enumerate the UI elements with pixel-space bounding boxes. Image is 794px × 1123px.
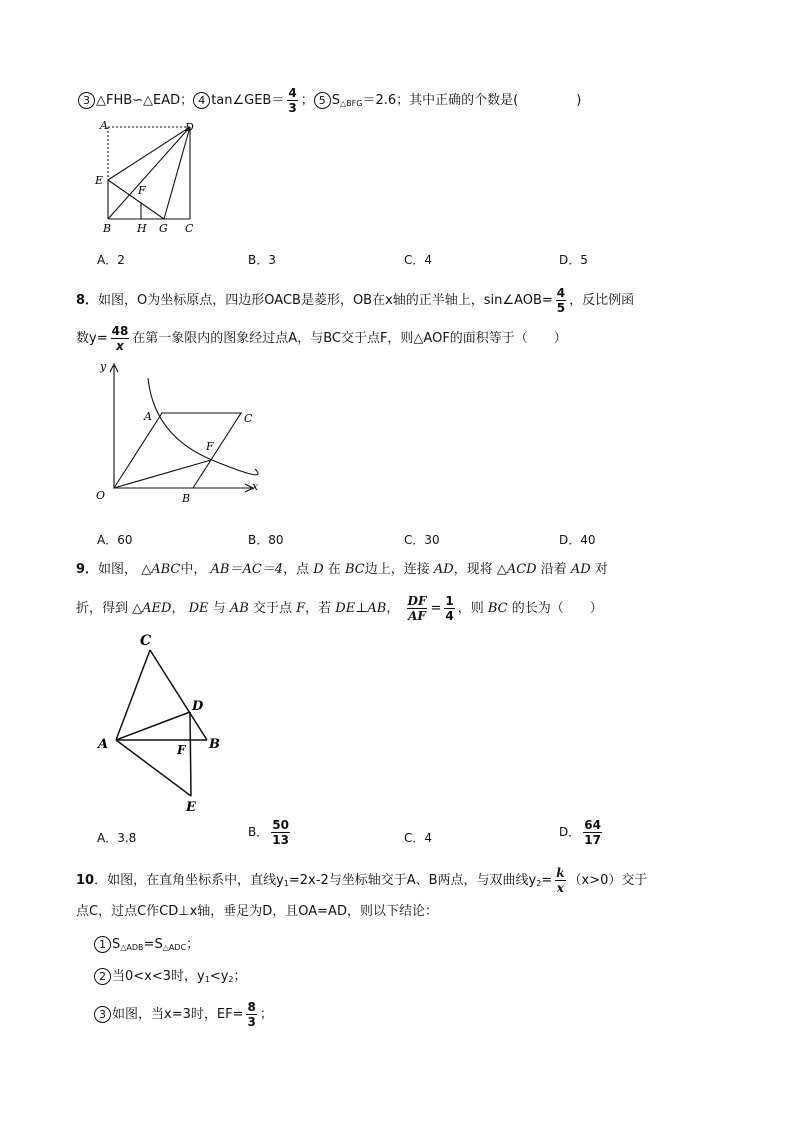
circled-number-4: 4: [193, 92, 210, 109]
q7-square-figure: [86, 118, 216, 238]
fig-label-B: B: [209, 737, 220, 752]
fig-label-y: y: [100, 360, 107, 373]
fig-label-A: A: [98, 737, 109, 752]
q7-statement-3: △FHB∽△EAD；: [96, 93, 194, 108]
q10-ef-fraction: $\frac{8}{3}$: [247, 1000, 256, 1029]
fig-label-C: C: [244, 412, 253, 425]
fig-label-D: D: [192, 699, 204, 714]
circled-number-5: 5: [314, 92, 331, 109]
q7-tan-fraction: $\frac{4}{3}$: [288, 86, 297, 115]
fig-label-x: x: [252, 480, 259, 493]
q9-option-d-fraction: $\frac{64}{17}$: [584, 818, 601, 847]
q9-one-quarter-fraction: $\frac{1}{4}$: [445, 594, 454, 623]
q8-option-b[interactable]: B．80: [248, 533, 284, 547]
fig-label-F: F: [177, 743, 186, 757]
fig-label-F: F: [206, 440, 214, 453]
q8-stem-line1: 8．如图，O为坐标原点，四边形OACB是菱形，OB在x轴的正半轴上，sin∠AOB= $\frac{4}{5}$ ，反比例函: [76, 286, 635, 315]
q10-statement-1: 1 $S_{\triangle ADB}=S_{\triangle ADC}$；: [94, 935, 199, 958]
q7-statements-line: 3 △FHB∽△EAD； 4 tan∠GEB＝ $\frac{4}{3}$ ； 5 $S_{\triangle BFG}=2.6$；其中正确的个数是( ): [78, 86, 581, 115]
fig-label-G: G: [159, 222, 168, 235]
q8-number: 8．: [76, 293, 99, 308]
q9-df-af-fraction: $\frac{DF}{AF}$: [407, 594, 427, 623]
fig-label-C: C: [185, 222, 194, 235]
q8-option-c[interactable]: C．30: [404, 533, 440, 547]
fig-label-B: B: [182, 492, 191, 505]
q9-option-c[interactable]: C．4: [404, 831, 433, 845]
q10-stem-line2: 点C，过点C作CD⊥x轴，垂足为D，且OA=AD，则以下结论：: [76, 904, 438, 919]
q8-stem-line2: 数y= $\frac{48}{x}$ 在第一象限内的图象经过点A，与BC交于点F，则△AOF的面积等于（ ）: [76, 324, 567, 353]
fig-label-H: H: [137, 222, 147, 235]
fig-label-A: A: [144, 410, 152, 423]
q9-fold-triangle-figure: [92, 628, 232, 814]
q7-option-d[interactable]: D．5: [559, 253, 588, 267]
q9-option-a[interactable]: A．3.8: [97, 831, 137, 845]
fig-label-C: C: [140, 633, 152, 649]
q9-option-b-fraction: $\frac{50}{13}$: [272, 818, 289, 847]
circled-number-2: 2: [94, 968, 111, 985]
q7-statement-4: tan∠GEB＝: [211, 93, 285, 108]
q9-number: 9．: [76, 562, 99, 577]
fig-label-F: F: [138, 184, 146, 197]
circled-number-1: 1: [94, 936, 111, 953]
q9-stem-line1: 9．如图， △ABC中， AB＝AC＝4，点 D 在 BC边上，连接 AD，现将 △ACD 沿着 AD 对: [76, 562, 608, 577]
q10-statement-3: 3 如图，当x=3时，EF= $\frac{8}{3}$ ；: [94, 1000, 273, 1029]
q7-statement-5: $S_{\triangle BFG}=2.6$；其中正确的个数是(: [331, 93, 519, 108]
q8-option-a[interactable]: A．60: [97, 533, 133, 547]
fig-label-E: E: [186, 800, 196, 814]
fig-label-B: B: [103, 222, 112, 235]
q9-stem-line2: 折，得到 △AED， DE 与 AB 交于点 F，若 DE⊥AB， $\frac{DF}{AF}$ = $\frac{1}{4}$ ，则 BC 的长为（ ）: [76, 594, 603, 623]
fig-label-O: O: [96, 489, 106, 502]
q8-sin-fraction: $\frac{4}{5}$: [556, 286, 566, 315]
q7-option-a[interactable]: A．2: [97, 253, 125, 267]
q8-rhombus-hyperbola-figure: [90, 356, 268, 508]
q10-statement-2: 2 当0<x<3时，$y_1<y_2$；: [94, 967, 247, 990]
circled-number-3: 3: [78, 92, 95, 109]
q7-option-c[interactable]: C．4: [404, 253, 433, 267]
fig-label-E: E: [95, 174, 104, 187]
q10-stem-line1: 10．如图，在直角坐标系中，直线$y_1=2x-2$与坐标轴交于A、B两点，与双曲线$y_2=$ $\frac{k}{x}$ （x>0）交于: [76, 866, 648, 895]
q8-k-fraction: $\frac{48}{x}$: [111, 324, 129, 353]
q7-option-b[interactable]: B．3: [248, 253, 276, 267]
q10-number: 10: [76, 873, 95, 888]
q9-option-d[interactable]: D． $\frac{64}{17}$: [559, 818, 601, 847]
circled-number-3: 3: [94, 1006, 111, 1023]
q9-option-b[interactable]: B． $\frac{50}{13}$: [248, 818, 289, 847]
q8-option-d[interactable]: D．40: [559, 533, 596, 547]
q10-k-fraction: $\frac{k}{x}$: [556, 866, 565, 895]
fig-label-D: D: [185, 121, 194, 134]
fig-label-A: A: [100, 119, 108, 132]
